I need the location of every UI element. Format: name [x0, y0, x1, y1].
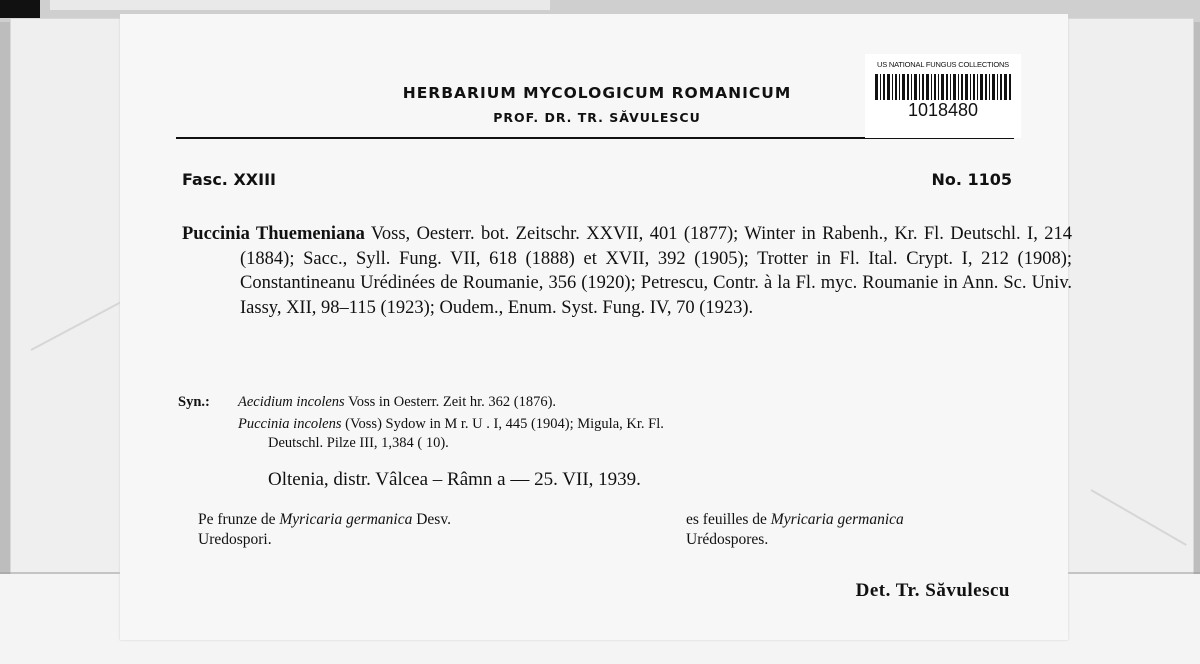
synonym-1-text: Voss in Oesterr. Zeit hr. 362 (1876). [348, 394, 557, 410]
species-citation [182, 222, 1072, 320]
barcode-icon [875, 74, 1011, 100]
barcode-caption: US NATIONAL FUNGUS COLLECTIONS [877, 60, 1009, 69]
barcode-sticker [865, 54, 1021, 138]
synonym-1-name: Aecidium incolens [238, 394, 345, 410]
synonyms-label: Syn.: [178, 394, 210, 410]
host-fr-prefix: es feuilles de [686, 511, 767, 528]
species-name: Puccinia Thuemeniana [182, 224, 365, 244]
synonym-2-name: Puccinia incolens [238, 416, 342, 432]
envelope-fold-right [1091, 489, 1187, 546]
citation-text: Voss, Oesterr. bot. Zeitschr. XXVII, 401 (1877); Winter in Rabenh., Kr. Fl. Deutschl. I, 214 (1884); Sacc., Syll. Fung. VII, 618 (1888) et XVII, 392 (1905); Trotter in Fl. Ital. Crypt. I, 212 (1908); Constantineanu Urédinées de Roumanie, 356 (1920); Petrescu, Contr. à la Fl. myc. Roumanie in Ann. Sc. Univ. Iassy, XII, 98–115 (1923); Oudem., Enum. Syst. Fung. IV, 70 (1923). [240, 224, 1072, 318]
host-fr-plant: Myricaria germanica [770, 511, 904, 528]
specimen-number: No. 1105 [931, 170, 1012, 189]
collection-locality: Oltenia, distr. Vâlcea – Râmn a — 25. VII, 1939. [268, 469, 641, 490]
host-ro-author: Desv. [416, 511, 451, 528]
fascicle-number: Fasc. XXIII [182, 170, 276, 189]
host-french [686, 510, 904, 550]
host-ro-stage: Uredospori. [198, 531, 272, 548]
herbarium-curator: PROF. DR. TR. SĂVULESCU [493, 110, 701, 125]
background-paper-edge [50, 0, 550, 10]
host-romanian [198, 510, 451, 550]
synonym-2-text: (Voss) Sydow in M r. U . I, 445 (1904); Migula, Kr. Fl. [345, 416, 664, 432]
background-dark-corner [0, 0, 40, 18]
herbarium-label [120, 14, 1072, 640]
synonym-line-3: Deutschl. Pilze III, 1,384 ( 10). [268, 435, 449, 451]
synonym-line-1 [238, 394, 556, 411]
host-ro-plant: Myricaria germanica [279, 511, 413, 528]
host-ro-prefix: Pe frunze de [198, 511, 276, 528]
determiner: Det. Tr. Săvulescu [855, 580, 1010, 601]
barcode-number: 1018480 [907, 100, 979, 120]
synonym-line-2 [238, 416, 664, 433]
host-fr-stage: Urédospores. [686, 531, 769, 548]
herbarium-title: HERBARIUM MYCOLOGICUM ROMANICUM [402, 84, 792, 102]
